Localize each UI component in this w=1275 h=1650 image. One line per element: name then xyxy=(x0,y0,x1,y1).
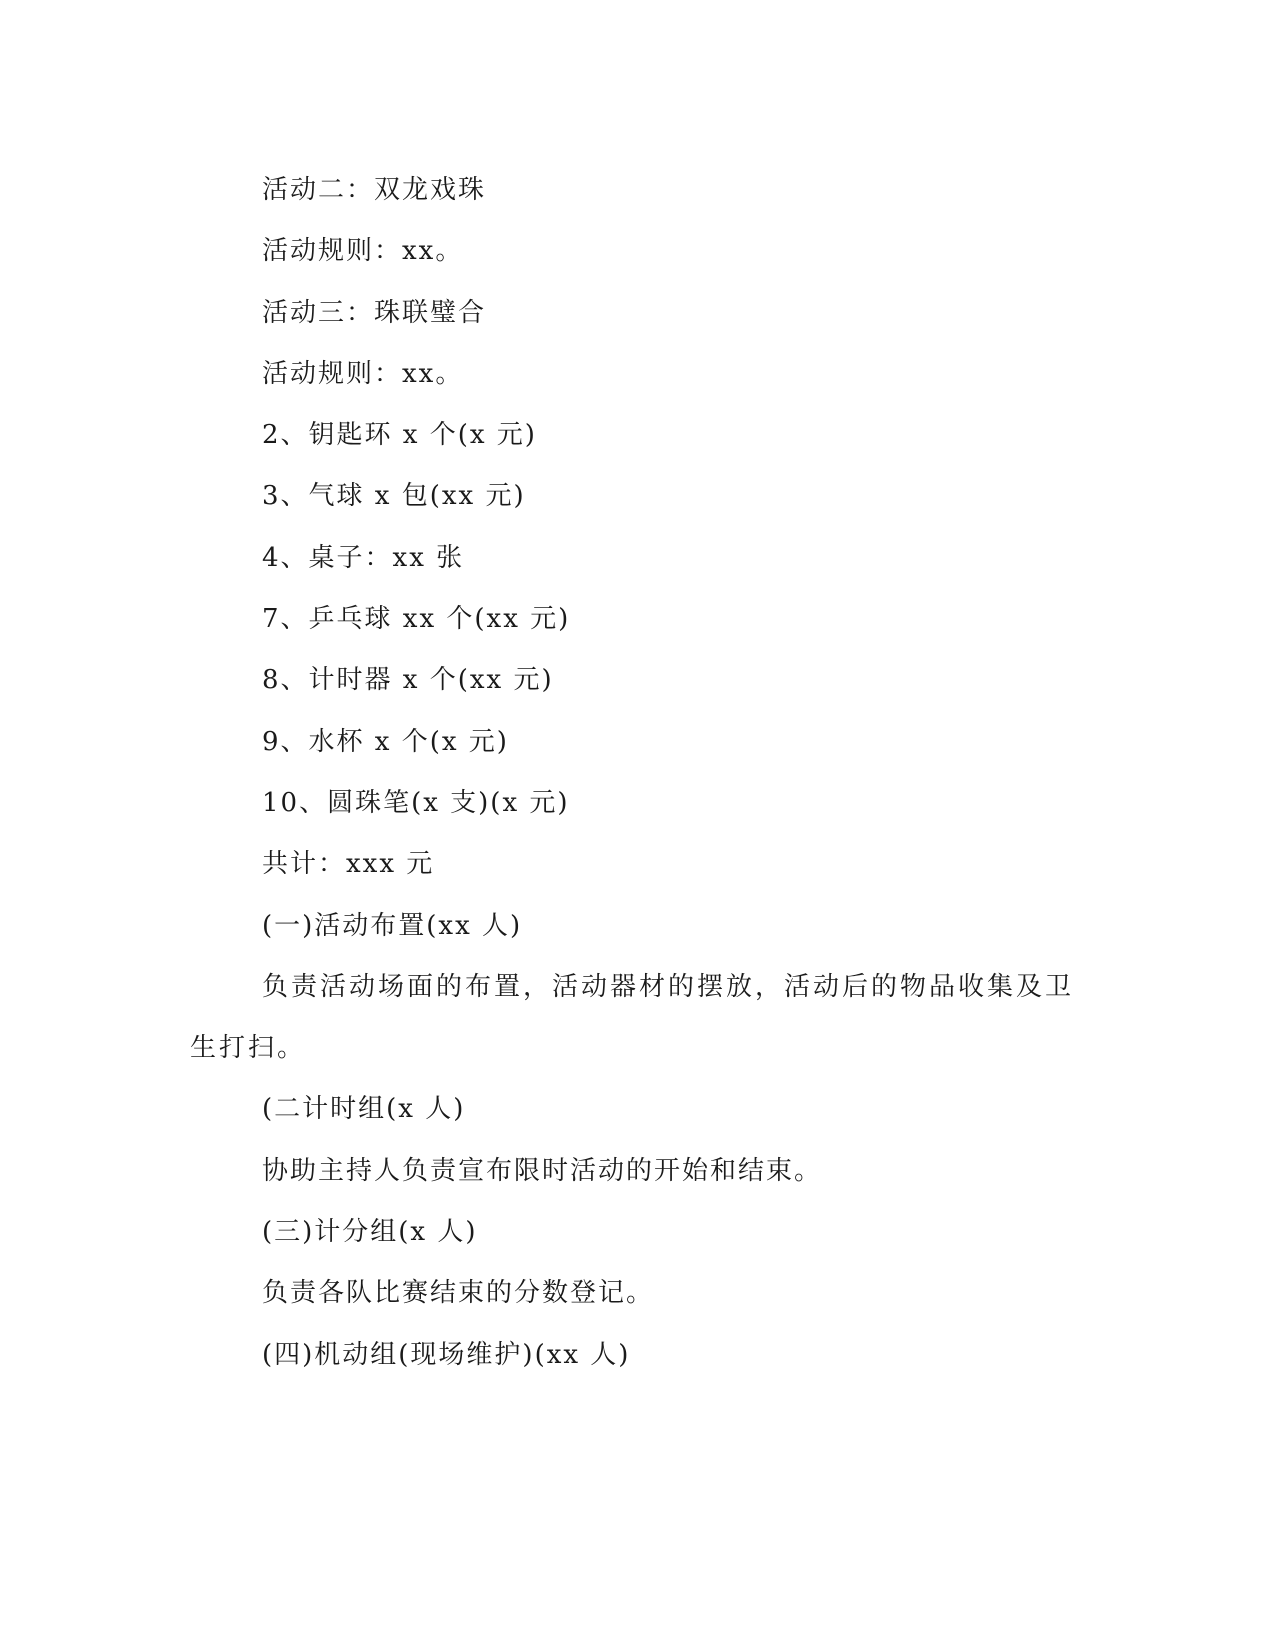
activity-two-rules: 活动规则：xx。 xyxy=(262,236,464,267)
item-pens: 10、圆珠笔(x 支)(x 元) xyxy=(262,787,570,818)
section-timing-heading: (二计时组(x 人) xyxy=(262,1094,466,1125)
item-balloons: 3、气球 x 包(xx 元) xyxy=(262,481,526,512)
total-cost: 共计：xxx 元 xyxy=(262,849,435,880)
item-keyring: 2、钥匙环 x 个(x 元) xyxy=(262,420,537,451)
section-scoring-heading: (三)计分组(x 人) xyxy=(262,1217,478,1248)
item-cups: 9、水杯 x 个(x 元) xyxy=(262,726,509,757)
activity-three-heading: 活动三：珠联璧合 xyxy=(262,297,487,328)
item-tables: 4、桌子：xx 张 xyxy=(262,542,465,573)
section-setup-heading: (一)活动布置(xx 人) xyxy=(262,910,523,941)
document-body xyxy=(190,160,1075,1386)
activity-two-heading: 活动二：双龙戏珠 xyxy=(262,175,487,205)
section-mobile-heading: (四)机动组(现场维护)(xx 人) xyxy=(262,1339,631,1370)
activity-three-rules: 活动规则：xx。 xyxy=(262,358,464,389)
section-timing-paragraph: 协助主持人负责宣布限时活动的开始和结束。 xyxy=(262,1155,823,1186)
section-scoring-paragraph: 负责各队比赛结束的分数登记。 xyxy=(262,1278,655,1309)
section-setup-paragraph: 负责活动场面的布置，活动器材的摆放，活动后的物品收集及卫生打扫。 xyxy=(190,971,1075,1064)
item-timer: 8、计时器 x 个(xx 元) xyxy=(262,665,554,696)
item-ping-pong-balls: 7、乒乓球 xx 个(xx 元) xyxy=(262,604,571,635)
